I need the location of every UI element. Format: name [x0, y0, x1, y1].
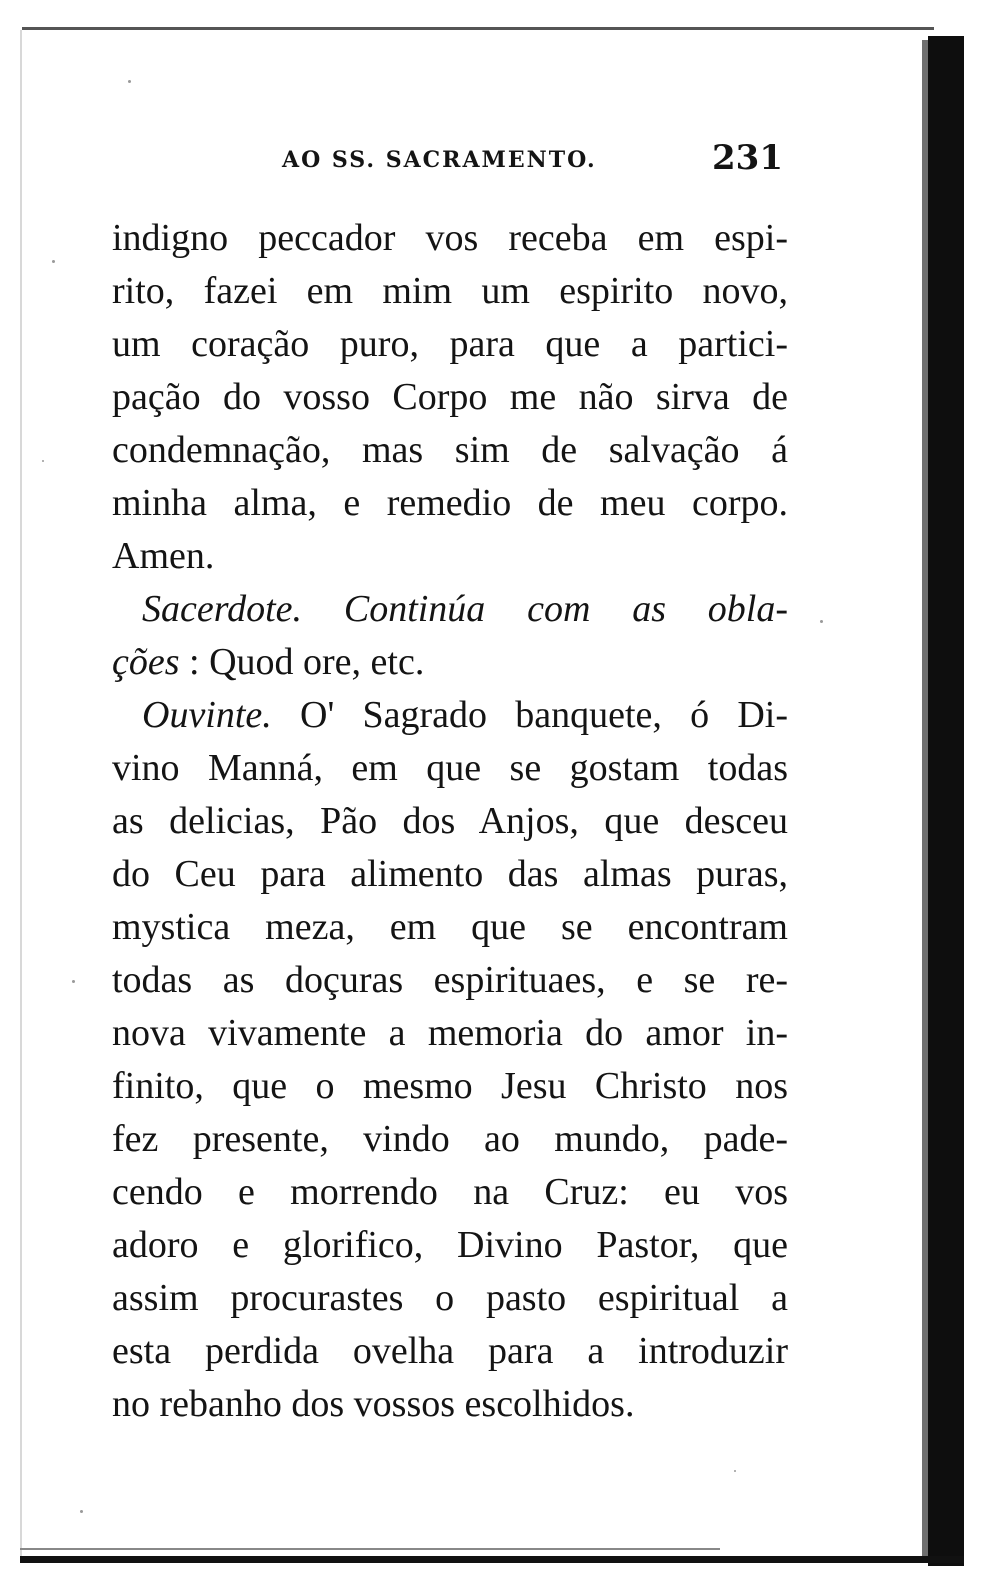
text-line: finito, que o mesmo Jesu Christo nos	[112, 1065, 788, 1107]
text-line: assim procurastes o pasto espiritual a	[112, 1277, 788, 1319]
text-line: minha alma, e remedio de meu corpo.	[112, 482, 788, 524]
running-head: AO SS. SACRAMENTO.	[282, 147, 597, 173]
ink-speck	[128, 80, 131, 83]
bottom-edge-rule	[20, 1556, 964, 1563]
text-line: cendo e morrendo na Cruz: eu vos	[112, 1171, 788, 1213]
text-line: rito, fazei em mim um espirito novo,	[112, 270, 788, 312]
ink-speck	[72, 980, 75, 983]
ouvinte-paragraph	[112, 689, 788, 742]
text-line: condemnação, mas sim de salvação á	[112, 429, 788, 471]
body-text	[112, 212, 788, 1431]
text-line: nova vivamente a memoria do amor in-	[112, 1012, 788, 1054]
page-number: 231	[712, 138, 783, 178]
text-line: no rebanho dos vossos escolhidos.	[112, 1383, 635, 1425]
text-line: um coração puro, para que a partici-	[112, 323, 788, 365]
sacerdote-speaker: Sacerdote.	[142, 588, 303, 630]
text-line: as delicias, Pão dos Anjos, que desceu	[112, 800, 788, 842]
ink-speck	[80, 1510, 83, 1513]
text-line: adoro e glorifico, Divino Pastor, que	[112, 1224, 788, 1266]
sacerdote-text: Continúa com as obla-	[343, 588, 788, 630]
text-line: esta perdida ovelha para a introduzir	[112, 1330, 788, 1372]
ouvinte-speaker: Ouvinte.	[142, 694, 272, 736]
text-line: pação do vosso Corpo me não sirva de	[112, 376, 788, 418]
text-line: vino Manná, em que se gostam todas	[112, 747, 788, 789]
ink-speck	[734, 1470, 736, 1472]
page-left-edge	[20, 30, 22, 1560]
sacerdote-line-2	[112, 636, 788, 689]
ink-speck	[820, 620, 823, 623]
bottom-thin-rule	[20, 1548, 720, 1550]
text-line: do Ceu para alimento das almas puras,	[112, 853, 788, 895]
sacerdote-paragraph	[112, 583, 788, 636]
text-line: Amen.	[112, 535, 215, 577]
text-line: todas as doçuras espirituaes, e se re-	[112, 959, 788, 1001]
ink-speck	[52, 260, 55, 263]
text-line: mystica meza, em que se encontram	[112, 906, 788, 948]
sacerdote-italic-word: ções	[112, 641, 180, 683]
sacerdote-rest: : Quod ore, etc.	[189, 641, 425, 683]
ink-speck	[42, 460, 44, 462]
top-edge-rule	[22, 27, 934, 30]
page-right-edge	[928, 36, 964, 1566]
text-line: indigno peccador vos receba em espi-	[112, 217, 788, 259]
ouvinte-first-line: O' Sagrado banquete, ó Di-	[300, 694, 788, 736]
page-header	[282, 140, 802, 184]
text-line: fez presente, vindo ao mundo, pade-	[112, 1118, 788, 1160]
